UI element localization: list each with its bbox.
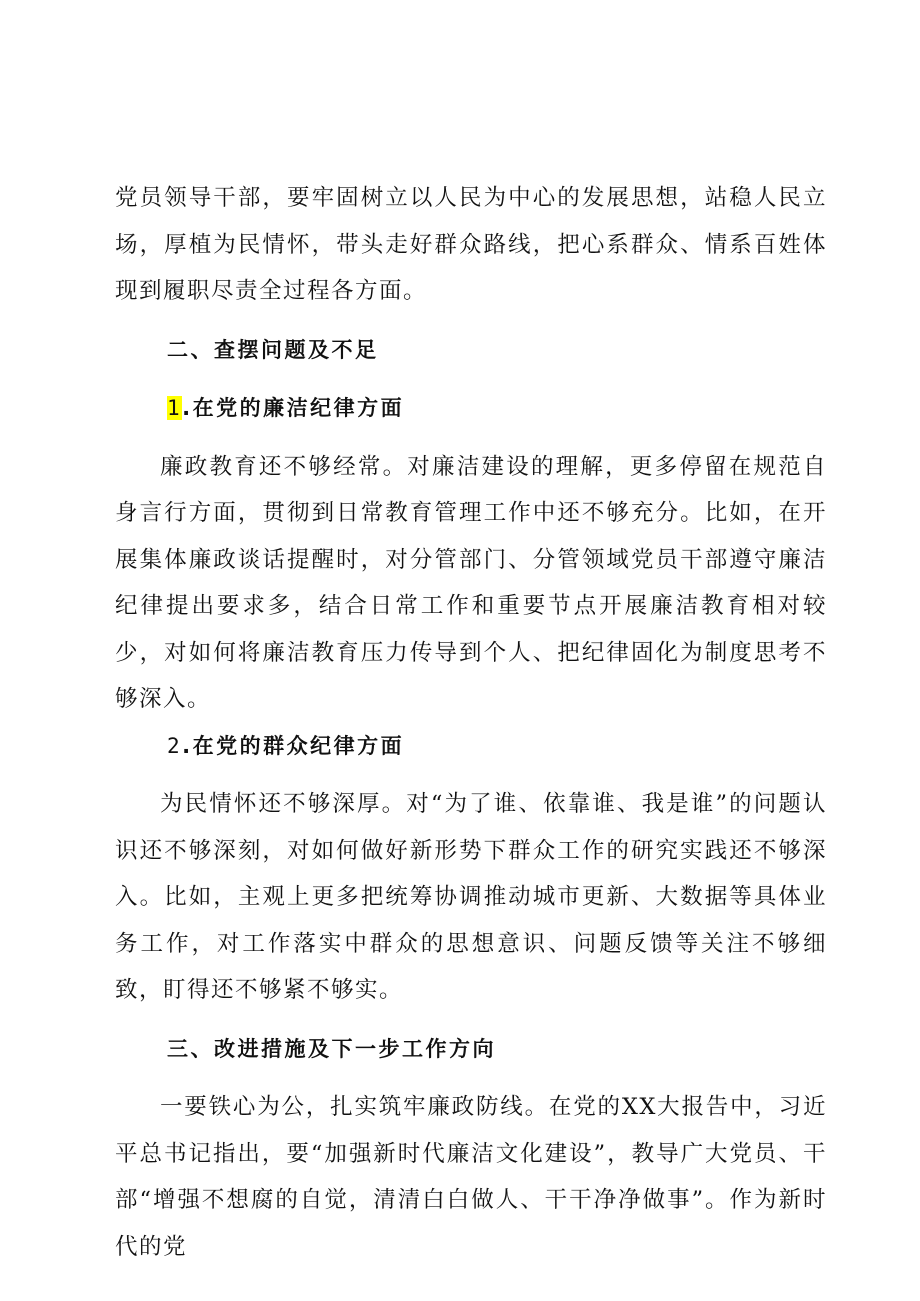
document-body: [115, 175, 827, 1270]
measures-paragraph: 一要铁心为公，扎实筑牢廉政防线。在党的XX大报告中，习近平总书记指出，要“加强新时代廉洁文化建设”，教导广大党员、干部“增强不想腐的自觉，清清白白做人、干干净净做事”。作为新时代的党: [115, 1094, 827, 1260]
highlighted-number: 1: [167, 396, 183, 420]
subheading-mass-discipline: [115, 723, 827, 770]
spacer: [115, 769, 827, 781]
subheading-title: .在党的廉洁纪律方面: [182, 396, 405, 420]
mass-discipline-paragraph: 为民情怀还不够深厚。对“为了谁、依靠谁、我是谁”的问题认识还不够深刻，对如何做好新形势下群众工作的研究实践还不够深入。比如，主观上更多把统筹协调推动城市更新、大数据等具体业务工作，对工作落实中群众的思想意识、问题反馈等关注不够细致，盯得还不够紧不够实。: [115, 791, 827, 1003]
subheading-title: .在党的群众纪律方面: [182, 733, 405, 758]
spacer: [115, 373, 827, 385]
spacer: [115, 315, 827, 327]
integrity-paragraph: 廉政教育还不够经常。对廉洁建设的理解，更多停留在规范自身言行方面，贯彻到日常教育管理工作中还不够充分。比如，在开展集体廉政谈话提醒时，对分管部门、分管领域党员干部遵守廉洁纪律提出要求多，结合日常工作和重要节点开展廉洁教育相对较少，对如何将廉洁教育压力传导到个人、把纪律固化为制度思考不够深入。: [115, 453, 827, 712]
intro-paragraph: 党员领导干部，要牢固树立以人民为中心的发展思想，站稳人民立场，厚植为民情怀，带头走好群众路线，把心系群众、情系百姓体现到履职尽责全过程各方面。: [115, 185, 827, 304]
spacer: [115, 1014, 827, 1026]
subheading-number: 2: [167, 733, 183, 758]
spacer: [115, 1072, 827, 1084]
section-heading-measures: 三、改进措施及下一步工作方向: [167, 1036, 496, 1061]
section-heading-problems: 二、查摆问题及不足: [167, 337, 379, 362]
spacer: [115, 432, 827, 444]
subheading-integrity-discipline: [115, 385, 827, 432]
